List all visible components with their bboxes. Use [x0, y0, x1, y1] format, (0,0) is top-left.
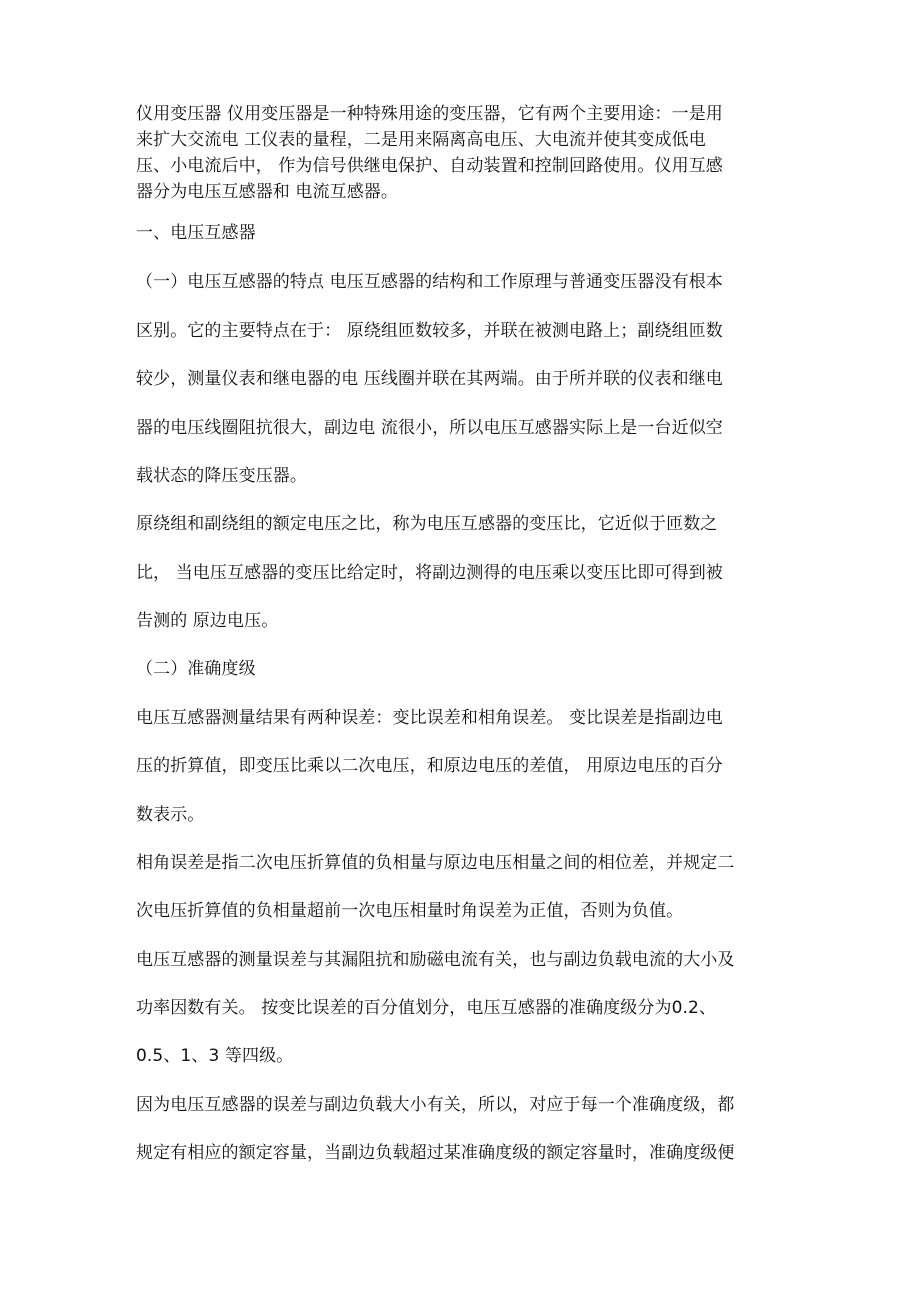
text-line: 数表示。	[136, 805, 205, 825]
text-line: 告测的 原边电压。	[136, 611, 279, 631]
text-line: 0.5、1、3 等四级。	[136, 1046, 294, 1066]
text-line: 相角误差是指二次电压折算值的负相量与原边电压相量之间的相位差，并规定二	[136, 853, 735, 873]
text-line: 器的电压线圈阻抗很大，副边电 流很小，所以电压互感器实际上是一台近似空	[136, 418, 723, 438]
text-line: 规定有相应的额定容量，当副边负载超过某准确度级的额定容量时，准确度级便	[136, 1143, 735, 1163]
text-line: 功率因数有关。 按变比误差的百分值划分，电压互感器的准确度级分为0.2、	[136, 998, 717, 1018]
text-line: 区别。它的主要特点在于： 原绕组匝数较多，并联在被测电路上；副绕组匝数	[136, 321, 723, 341]
text-line: 仪用变压器 仪用变压器是一种特殊用途的变压器，它有两个主要用途：一是用	[136, 104, 723, 124]
text-line: 因为电压互感器的误差与副边负载大小有关，所以，对应于每一个准确度级，都	[136, 1095, 735, 1115]
text-line: 次电压折算值的负相量超前一次电压相量时角误差为正值，否则为负值。	[136, 901, 684, 921]
text-line: 压、小电流后中， 作为信号供继电保护、自动装置和控制回路使用。仪用互感	[136, 156, 723, 176]
section-heading: 一、电压互感器	[136, 223, 256, 243]
subsection-heading: （一）电压互感器的特点 电压互感器的结构和工作原理与普通变压器没有根本	[136, 272, 723, 292]
text-line: 原绕组和副绕组的额定电压之比，称为电压互感器的变压比，它近似于匝数之	[136, 514, 718, 534]
text-line: 较少，测量仪表和继电器的电 压线圈并联在其两端。由于所并联的仪表和继电	[136, 369, 723, 389]
text-line: 来扩大交流电 工仪表的量程，二是用来隔离高电压、大电流并使其变成低电	[136, 130, 706, 150]
text-line: 电压互感器的测量误差与其漏阻抗和励磁电流有关，也与副边负载电流的大小及	[136, 950, 735, 970]
text-line: 电压互感器测量结果有两种误差：变比误差和相角误差。 变比误差是指副边电	[136, 708, 723, 728]
text-line: 压的折算值，即变压比乘以二次电压，和原边电压的差值， 用原边电压的百分	[136, 756, 723, 776]
text-line: 载状态的降压变压器。	[136, 466, 307, 486]
text-line: 器分为电压互感器和 电流互感器。	[136, 182, 399, 202]
text-line: 比， 当电压互感器的变压比给定时，将副边测得的电压乘以变压比即可得到被	[136, 563, 723, 583]
subsection-heading: （二）准确度级	[136, 659, 256, 679]
